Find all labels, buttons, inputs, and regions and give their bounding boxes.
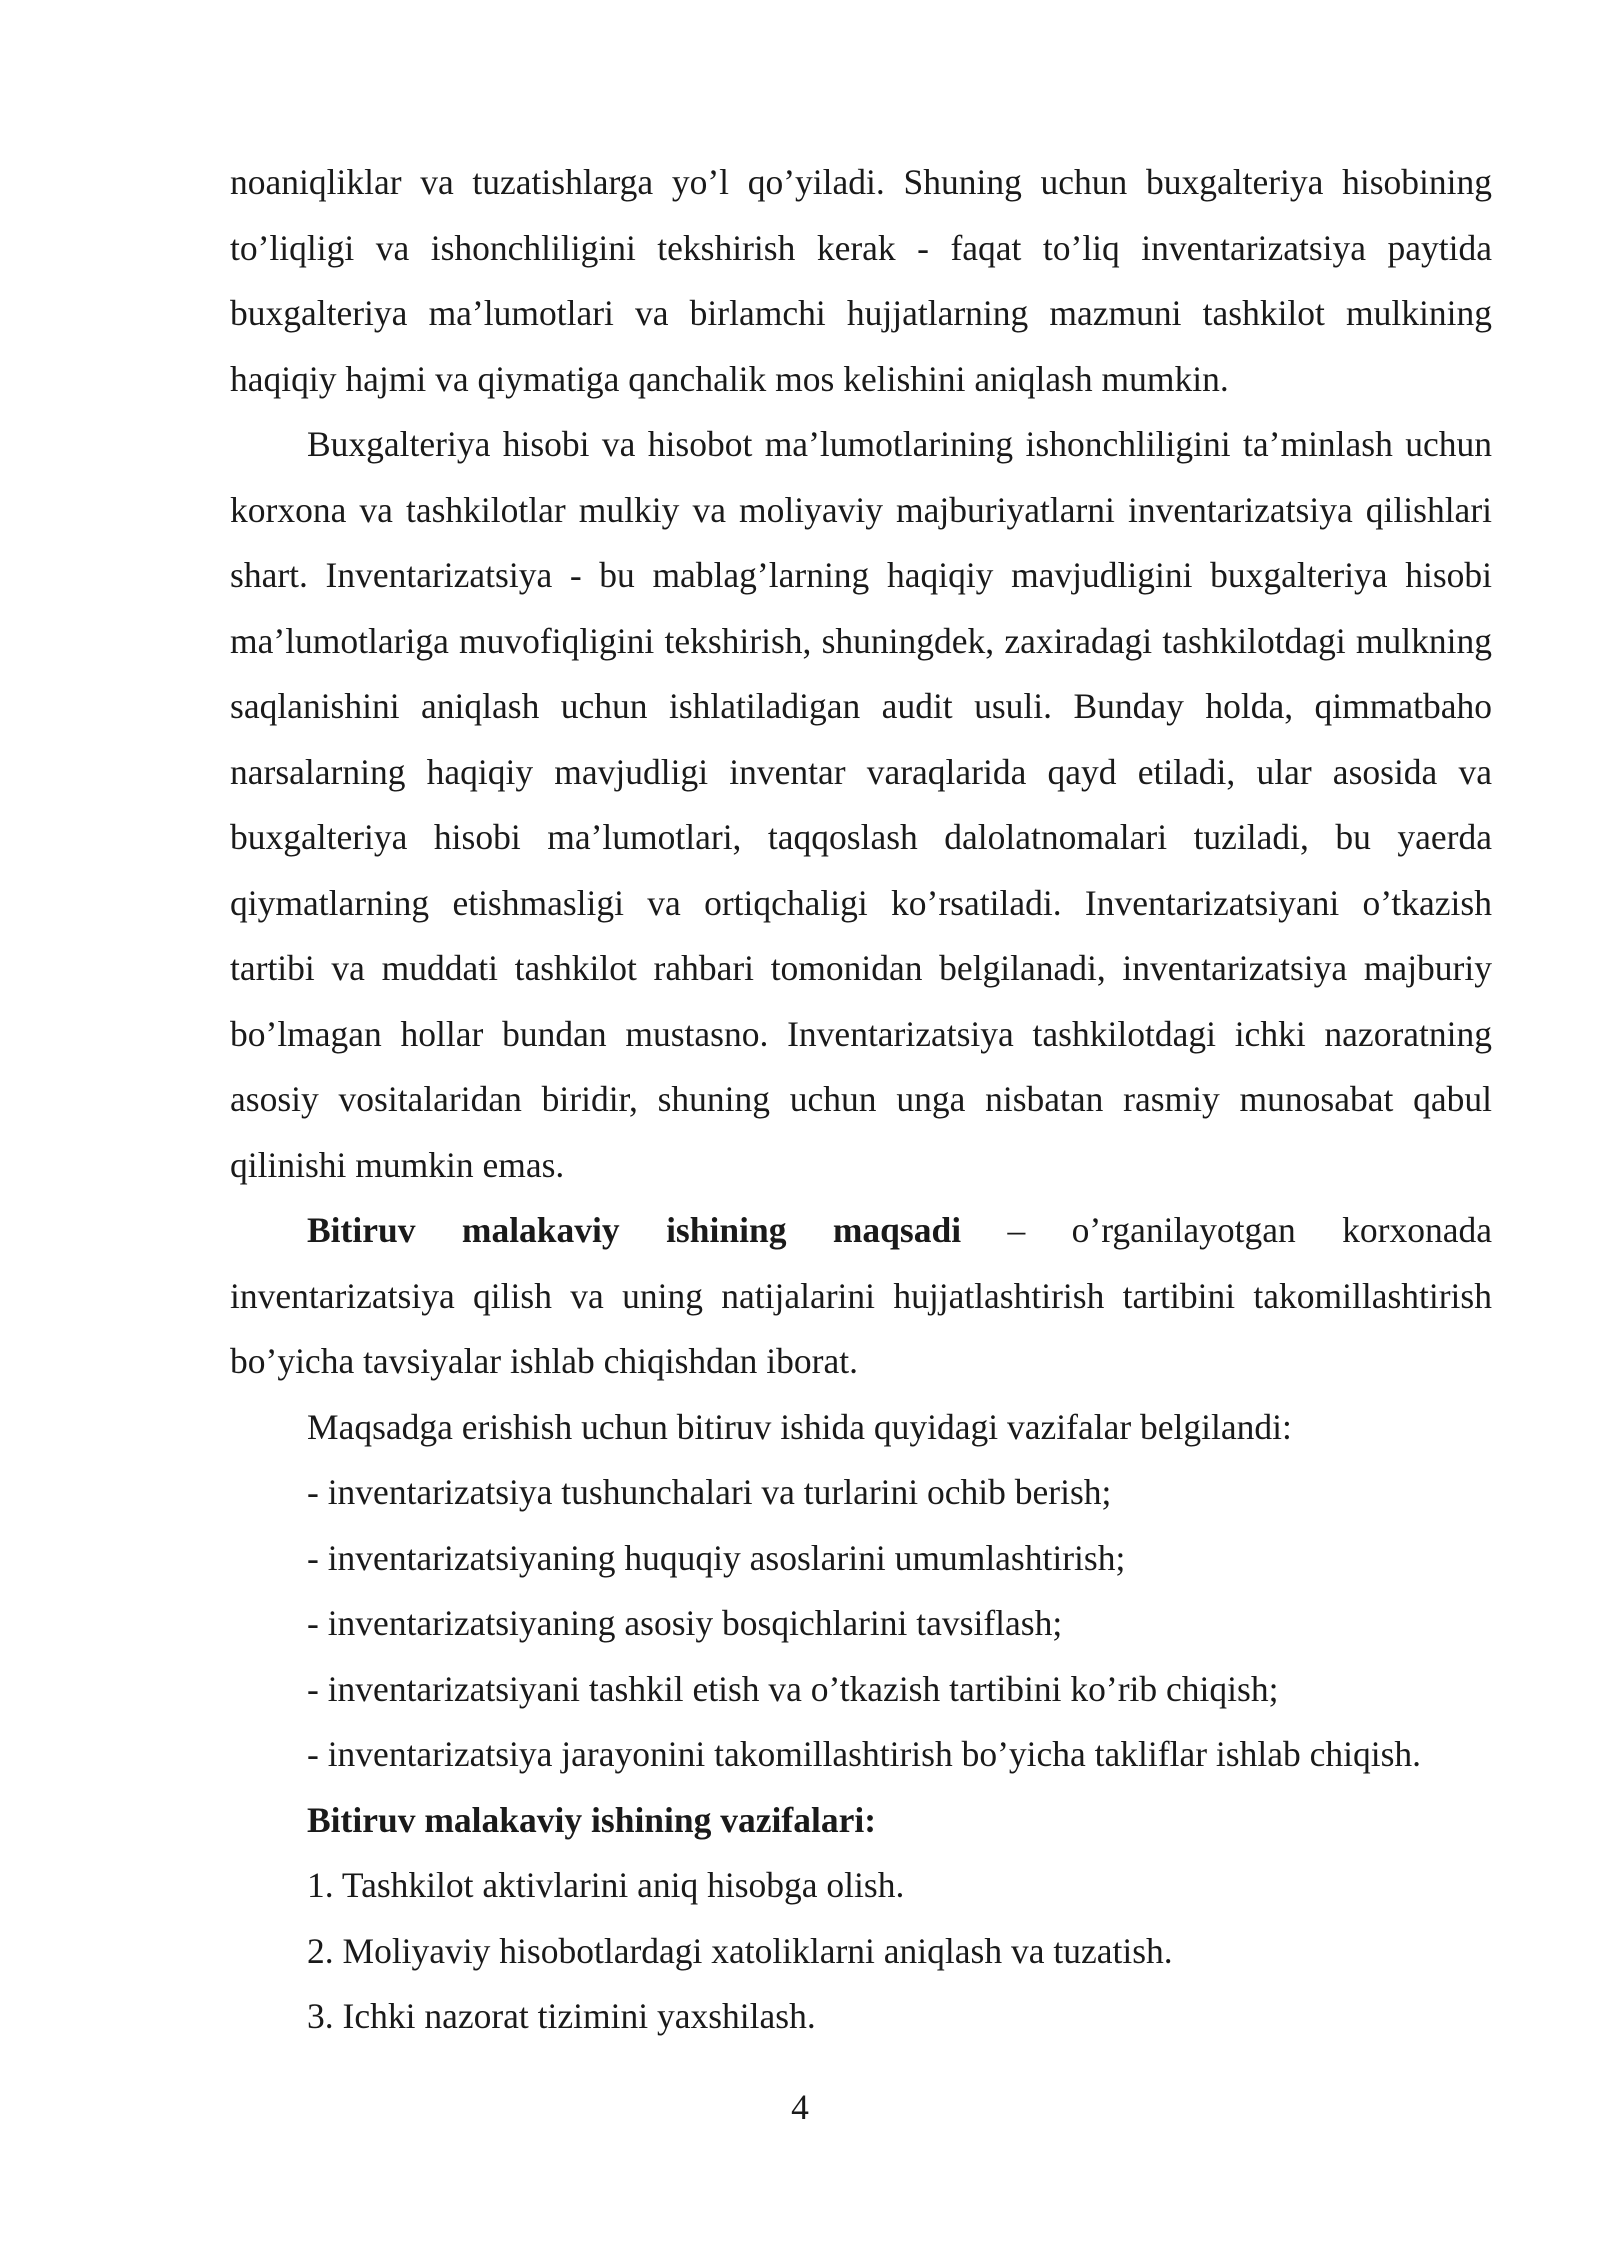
task-list-item: - inventarizatsiyani tashkil etish va o’tkazish tartibini ko’rib chiqish;	[307, 1668, 1279, 1709]
document-page	[230, 150, 1492, 2050]
thesis-goal-text: – o’rganilayotgan korxonada inventarizatsiya qilish va uning natijalarini hujjatlashtirish tartibini takomillashtirish bo’yicha tavsiyalar ishlab chiqishdan iborat.	[230, 1210, 1492, 1381]
paragraph-inventory-definition: Buxgalteriya hisobi va hisobot ma’lumotlarining ishonchliligini ta’minlash uchun korxona va tashkilotlar mulkiy va moliyaviy majburiyatlarni inventarizatsiya qilishlari shart. Inventarizatsiya - bu mablag’larning haqiqiy mavjudligini buxgalteriya hisobi ma’lumotlariga muvofiqligini tekshirish, shuningdek, zaxiradagi tashkilotdagi mulkning saqlanishini aniqlash uchun ishlatiladigan audit usuli. Bunday holda, qimmatbaho narsalarning haqiqiy mavjudligi inventar varaqlarida qayd etiladi, ular asosida va buxgalteriya hisobi ma’lumotlari, taqqoslash dalolatnomalari tuziladi, bu yaerda qiymatlarning etishmasligi va ortiqchaligi ko’rsatiladi. Inventarizatsiyani o’tkazish tartibi va muddati tashkilot rahbari tomonidan belgilanadi, inventarizatsiya majburiy bo’lmagan hollar bundan mustasno. Inventarizatsiya tashkilotdagi ichki nazoratning asosiy vositalaridan biridir, shuning uchun unga nisbatan rasmiy munosabat qabul qilinishi mumkin emas.	[230, 424, 1492, 1185]
task-list-item: - inventarizatsiyaning asosiy bosqichlarini tavsiflash;	[307, 1603, 1063, 1643]
numbered-list-item: 1. Tashkilot aktivlarini aniq hisobga olish.	[307, 1865, 905, 1905]
task-list-item: - inventarizatsiya jarayonini takomillashtirish bo’yicha takliflar ishlab chiqish.	[307, 1734, 1422, 1774]
thesis-goal-label: Bitiruv malakaviy ishining maqsadi	[307, 1210, 962, 1250]
paragraph-continuation: noaniqliklar va tuzatishlarga yo’l qo’yiladi. Shuning uchun buxgalteriya hisobining to’liqligi va ishonchliligini tekshirish kerak - faqat to’liq inventarizatsiya paytida buxgalteriya ma’lumotlari va birlamchi hujjatlarning mazmuni tashkilot mulkining haqiqiy hajmi va qiymatiga qanchalik mos kelishini aniqlash mumkin.	[230, 162, 1492, 399]
page-number: 4	[791, 2087, 809, 2127]
task-list-item: - inventarizatsiyaning huquqiy asoslarini umumlashtirish;	[307, 1537, 1126, 1578]
numbered-list-item: 3. Ichki nazorat tizimini yaxshilash.	[307, 1996, 816, 2036]
paragraph-thesis-goal	[230, 1198, 1492, 1395]
paragraph-tasks-intro: Maqsadga erishish uchun bitiruv ishida quyidagi vazifalar belgilandi:	[307, 1406, 1292, 1447]
task-list-item: - inventarizatsiya tushunchalari va turlarini ochib berish;	[307, 1472, 1112, 1512]
numbered-list-item: 2. Moliyaviy hisobotlardagi xatoliklarni aniqlash va tuzatish.	[307, 1930, 1173, 1971]
tasks-heading: Bitiruv malakaviy ishining vazifalari:	[307, 1799, 877, 1840]
